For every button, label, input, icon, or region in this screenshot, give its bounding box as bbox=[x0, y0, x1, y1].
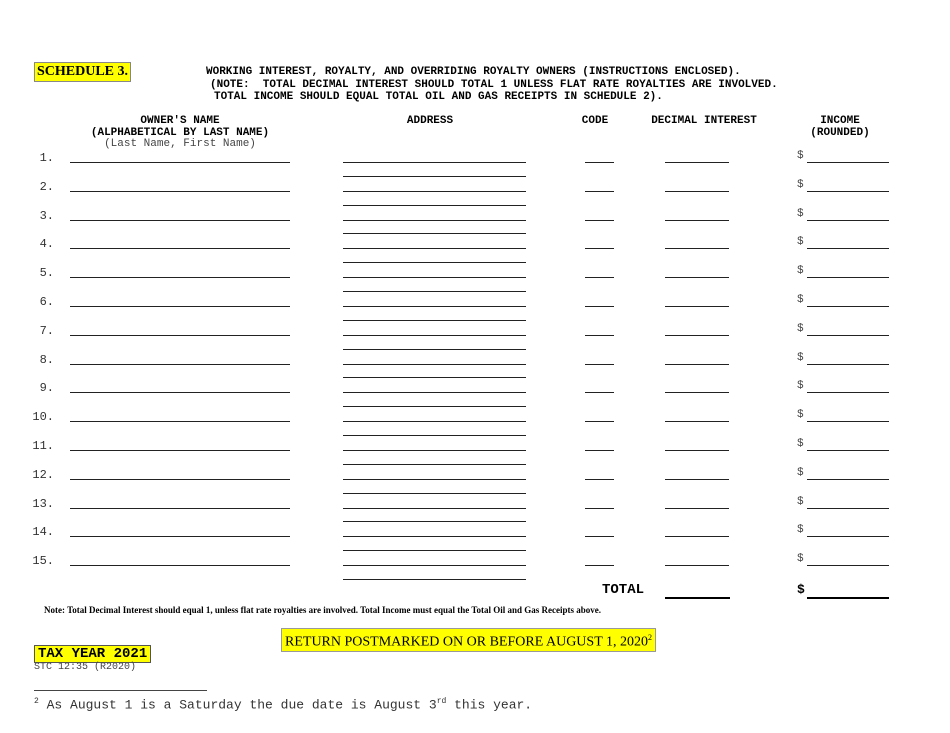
income-dollar-sign: $ bbox=[797, 207, 804, 220]
row-number: 8. bbox=[39, 352, 54, 367]
code-field[interactable] bbox=[585, 162, 614, 163]
address-line-2[interactable] bbox=[343, 536, 526, 537]
code-field[interactable] bbox=[585, 277, 614, 278]
address-line-2[interactable] bbox=[343, 421, 526, 422]
owner-name-field[interactable] bbox=[70, 364, 290, 365]
income-field[interactable] bbox=[807, 565, 889, 566]
row-number: 9. bbox=[39, 381, 54, 396]
total-label: TOTAL bbox=[602, 582, 645, 598]
decimal-interest-field[interactable] bbox=[665, 277, 729, 278]
row-number: 13. bbox=[32, 496, 54, 511]
income-field[interactable] bbox=[807, 479, 889, 480]
code-field[interactable] bbox=[585, 191, 614, 192]
income-field[interactable] bbox=[807, 277, 889, 278]
code-field[interactable] bbox=[585, 508, 614, 509]
code-field[interactable] bbox=[585, 450, 614, 451]
income-field[interactable] bbox=[807, 364, 889, 365]
address-line-1[interactable] bbox=[343, 349, 526, 350]
income-dollar-sign: $ bbox=[797, 524, 804, 537]
decimal-interest-field[interactable] bbox=[665, 306, 729, 307]
owner-name-field[interactable] bbox=[70, 306, 290, 307]
address-line-2[interactable] bbox=[343, 191, 526, 192]
address-header: ADDRESS bbox=[406, 115, 454, 127]
decimal-interest-field[interactable] bbox=[665, 450, 729, 451]
income-dollar-sign: $ bbox=[797, 466, 804, 479]
income-field[interactable] bbox=[807, 536, 889, 537]
income-dollar-sign: $ bbox=[797, 438, 804, 450]
row-number: 3. bbox=[39, 208, 54, 223]
row-number: 1. bbox=[39, 151, 54, 165]
decimal-interest-field[interactable] bbox=[665, 479, 729, 480]
total-decimal-field[interactable] bbox=[665, 597, 730, 599]
footer-note: Note: Total Decimal Interest should equal 1, unless flat rate royalties are involved. Total Income must equal the Total Oil and Gas Receipts above. bbox=[44, 605, 602, 615]
income-field[interactable] bbox=[807, 335, 889, 336]
income-field[interactable] bbox=[807, 248, 889, 249]
decimal-interest-field[interactable] bbox=[665, 508, 729, 509]
owner-name-field[interactable] bbox=[70, 335, 290, 336]
code-field[interactable] bbox=[585, 421, 614, 422]
decimal-interest-field[interactable] bbox=[665, 191, 729, 192]
income-dollar-sign: $ bbox=[797, 265, 804, 278]
footnote-divider bbox=[34, 690, 207, 691]
total-income-field[interactable] bbox=[807, 597, 889, 599]
address-line-1[interactable] bbox=[343, 291, 526, 292]
owner-name-field[interactable] bbox=[70, 277, 290, 278]
income-header: INCOME (ROUNDED) bbox=[810, 115, 870, 139]
decimal-interest-field[interactable] bbox=[665, 335, 729, 336]
address-line-1[interactable] bbox=[343, 262, 526, 263]
footnote: $^2$ As August 1 is a Saturday the due date is August 3rd this year. bbox=[34, 697, 533, 713]
code-field[interactable] bbox=[585, 536, 614, 537]
header-line-3: TOTAL INCOME SHOULD EQUAL TOTAL OIL AND GAS RECEIPTS IN SCHEDULE 2). bbox=[214, 91, 663, 103]
address-line-2[interactable] bbox=[343, 364, 526, 365]
row-number: 2. bbox=[39, 179, 54, 194]
income-dollar-sign: $ bbox=[797, 294, 804, 306]
income-field[interactable] bbox=[807, 450, 889, 451]
owner-name-field[interactable] bbox=[70, 162, 290, 163]
code-field[interactable] bbox=[585, 364, 614, 365]
row-number: 12. bbox=[32, 467, 54, 482]
income-field[interactable] bbox=[807, 306, 889, 307]
decimal-interest-field[interactable] bbox=[665, 392, 729, 393]
address-line-2[interactable] bbox=[343, 277, 526, 278]
owner-name-field[interactable] bbox=[70, 421, 290, 422]
income-dollar-sign: $ bbox=[797, 553, 804, 566]
address-line-1[interactable] bbox=[343, 435, 526, 436]
owner-name-field[interactable] bbox=[70, 479, 290, 480]
address-line-2[interactable] bbox=[343, 335, 526, 336]
return-deadline: RETURN POSTMARKED ON OR BEFORE AUGUST 1, 2020$^2$ bbox=[281, 628, 656, 652]
tax-year: TAX YEAR 2021 bbox=[34, 645, 151, 663]
header-line-2: (NOTE: TOTAL DECIMAL INTEREST SHOULD TOTAL 1 UNLESS FLAT RATE ROYALTIES ARE INVOLVED. bbox=[210, 79, 778, 91]
row-number: 11. bbox=[32, 439, 54, 453]
income-field[interactable] bbox=[807, 421, 889, 422]
address-line-1[interactable] bbox=[343, 233, 526, 234]
address-line-2[interactable] bbox=[343, 306, 526, 307]
income-dollar-sign: $ bbox=[797, 178, 804, 191]
income-field[interactable] bbox=[807, 508, 889, 509]
code-field[interactable] bbox=[585, 220, 614, 221]
income-dollar-sign: $ bbox=[797, 351, 804, 364]
owner-name-field[interactable] bbox=[70, 565, 290, 566]
owner-name-field[interactable] bbox=[70, 392, 290, 393]
address-line-1[interactable] bbox=[343, 377, 526, 378]
decimal-interest-field[interactable] bbox=[665, 536, 729, 537]
decimal-interest-field[interactable] bbox=[665, 364, 729, 365]
address-line-last[interactable] bbox=[343, 579, 526, 580]
address-line-1[interactable] bbox=[343, 464, 526, 465]
total-dollar-sign: $ bbox=[797, 582, 805, 597]
address-line-2[interactable] bbox=[343, 479, 526, 480]
income-dollar-sign: $ bbox=[797, 236, 804, 249]
code-field[interactable] bbox=[585, 392, 614, 393]
income-dollar-sign: $ bbox=[797, 380, 804, 393]
owner-name-field[interactable] bbox=[70, 450, 290, 451]
owner-name-field[interactable] bbox=[70, 191, 290, 192]
owner-name-field[interactable] bbox=[70, 508, 290, 509]
row-number: 4. bbox=[39, 237, 54, 252]
address-line-1[interactable] bbox=[343, 406, 526, 407]
income-field[interactable] bbox=[807, 392, 889, 393]
address-line-2[interactable] bbox=[343, 392, 526, 393]
code-field[interactable] bbox=[585, 306, 614, 307]
decimal-interest-header: DECIMAL INTEREST bbox=[651, 115, 757, 127]
income-field[interactable] bbox=[807, 191, 889, 192]
code-field[interactable] bbox=[585, 248, 614, 249]
income-dollar-sign: $ bbox=[797, 409, 804, 422]
address-line-1[interactable] bbox=[343, 493, 526, 494]
address-line-2[interactable] bbox=[343, 565, 526, 566]
address-line-1[interactable] bbox=[343, 205, 526, 206]
header-line-1: WORKING INTEREST, ROYALTY, AND OVERRIDING ROYALTY OWNERS (INSTRUCTIONS ENCLOSED). bbox=[206, 66, 741, 78]
income-field[interactable] bbox=[807, 220, 889, 221]
row-number: 10. bbox=[32, 410, 54, 425]
schedule-label: SCHEDULE 3. bbox=[34, 62, 131, 82]
income-dollar-sign: $ bbox=[797, 495, 804, 508]
row-number: 7. bbox=[39, 323, 54, 338]
decimal-interest-field[interactable] bbox=[665, 162, 729, 163]
row-number: 15. bbox=[32, 554, 54, 569]
income-field[interactable] bbox=[807, 162, 889, 163]
owner-name-field[interactable] bbox=[70, 248, 290, 249]
income-dollar-sign: $ bbox=[797, 150, 804, 162]
row-number: 5. bbox=[39, 266, 54, 281]
owner-name-subheader: (Last Name, First Name) bbox=[104, 138, 256, 150]
address-line-2[interactable] bbox=[343, 220, 526, 221]
income-dollar-sign: $ bbox=[797, 322, 804, 335]
row-number: 14. bbox=[32, 525, 54, 540]
decimal-interest-field[interactable] bbox=[665, 565, 729, 566]
code-field[interactable] bbox=[585, 565, 614, 566]
code-header: CODE bbox=[581, 115, 609, 127]
form-id: STC 12:35 (R2020) bbox=[34, 662, 137, 673]
decimal-interest-field[interactable] bbox=[665, 421, 729, 422]
address-line-1[interactable] bbox=[343, 176, 526, 177]
address-line-1[interactable] bbox=[343, 521, 526, 522]
owner-name-field[interactable] bbox=[70, 536, 290, 537]
row-number: 6. bbox=[39, 295, 54, 309]
address-line-1[interactable] bbox=[343, 550, 526, 551]
decimal-interest-field[interactable] bbox=[665, 220, 729, 221]
owner-name-header: OWNER'S NAME (ALPHABETICAL BY LAST NAME) bbox=[90, 115, 270, 139]
decimal-interest-field[interactable] bbox=[665, 248, 729, 249]
address-line-2[interactable] bbox=[343, 450, 526, 451]
code-field[interactable] bbox=[585, 479, 614, 480]
owner-name-field[interactable] bbox=[70, 220, 290, 221]
address-line-2[interactable] bbox=[343, 508, 526, 509]
code-field[interactable] bbox=[585, 335, 614, 336]
address-line-1[interactable] bbox=[343, 320, 526, 321]
address-line-2[interactable] bbox=[343, 162, 526, 163]
address-line-2[interactable] bbox=[343, 248, 526, 249]
